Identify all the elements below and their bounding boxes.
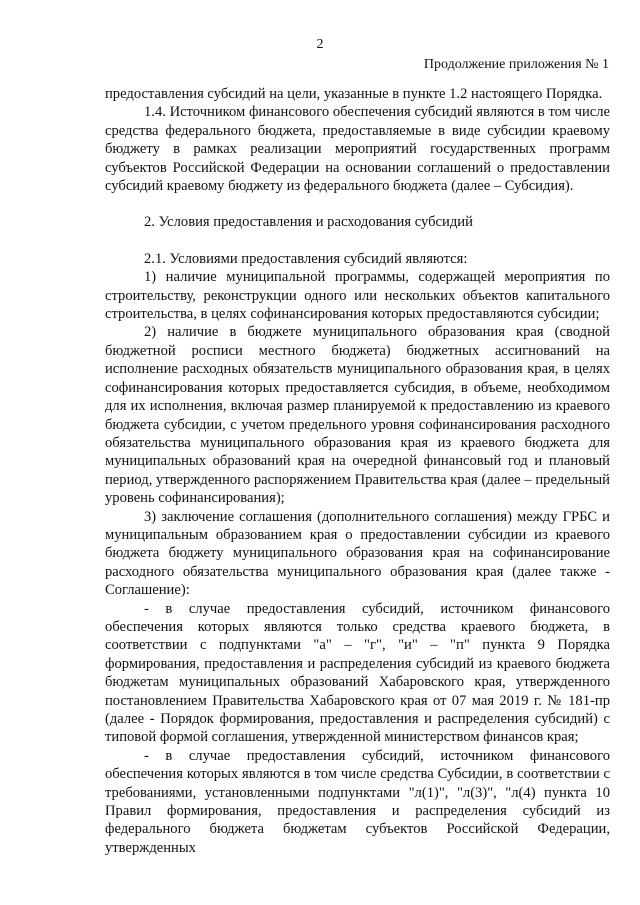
appendix-continuation-note: Продолжение приложения № 1: [423, 57, 609, 72]
paragraph-1-4: 1.4. Источником финансового обеспечения субсидий являются в том числе средства федерального бюджета, предоставляемые в виде субсидии краевому бюджету в рамках реализации мероприятий государственных программ субъектов Российской Федерации на основании соглашений о предоставлении субсидий краевому бюджету из федерального бюджета (далее – Субсидия).: [105, 104, 610, 195]
condition-1: 1) наличие муниципальной программы, содержащей мероприятия по строительству, реконструкции одного или нескольких объектов капитального строительства, в целях софинансирования которых предоставляются субсидии;: [105, 269, 610, 323]
paragraph-2-1: 2.1. Условиями предоставления субсидий являются:: [144, 250, 468, 267]
condition-3: 3) заключение соглашения (дополнительного соглашения) между ГРБС и муниципальным образованием края о предоставлении субсидии из краевого бюджета бюджету муниципального образования края на софинансирование расходного обязательства муниципального образования края (далее также - Соглашение):: [105, 508, 610, 599]
page-number: 2: [316, 37, 324, 52]
condition-2: 2) наличие в бюджете муниципального образования края (сводной бюджетной росписи местного бюджета) бюджетных ассигнований на исполнение расходных обязательств муниципального образования края, в целях софинансирования которых предоставляется субсидия, в объеме, необходимом для их исполнения, включая размер планируемой к предоставлению из краевого бюджета субсидии, с учетом предельного уровня софинансирования расходного обязательства муниципального образования края из краевого бюджета для муниципальных образований края на очередной финансовый год и плановый период, утвержденного распоряжением Правительства края (далее – предельный уровень софинансирования);: [105, 324, 610, 507]
section-heading-2: 2. Условия предоставления и расходования субсидий: [144, 214, 473, 231]
paragraph-continuation: предоставления субсидий на цели, указанные в пункте 1.2 настоящего Порядка.: [105, 86, 603, 102]
condition-3-case-federal: - в случае предоставления субсидий, источником финансового обеспечения которых являются в том числе средства Субсидии, в соответствии с требованиями, установленными подпунктами "л(1)", "л(3)", "л(4) пункта 10 Правил формирования, предоставления и распределения субсидий из федерального бюджета бюджетам субъектов Российской Федерации, утвержденных: [105, 747, 610, 856]
condition-3-case-regional: - в случае предоставления субсидий, источником финансового обеспечения которых являются только средства краевого бюджета, в соответствии с подпунктами "а" – "г", "и" – "п" пункта 9 Порядка формирования, предоставления и распределения субсидий из краевого бюджета бюджетам муниципальных образований Хабаровского края, утвержденного постановлением Правительства Хабаровского края от 07 мая 2019 г. № 181-пр (далее - Порядок формирования, предоставления и распределения субсидий) с типовой формой соглашения, утвержденной министерством финансов края;: [105, 600, 610, 746]
document-body: [105, 85, 610, 857]
